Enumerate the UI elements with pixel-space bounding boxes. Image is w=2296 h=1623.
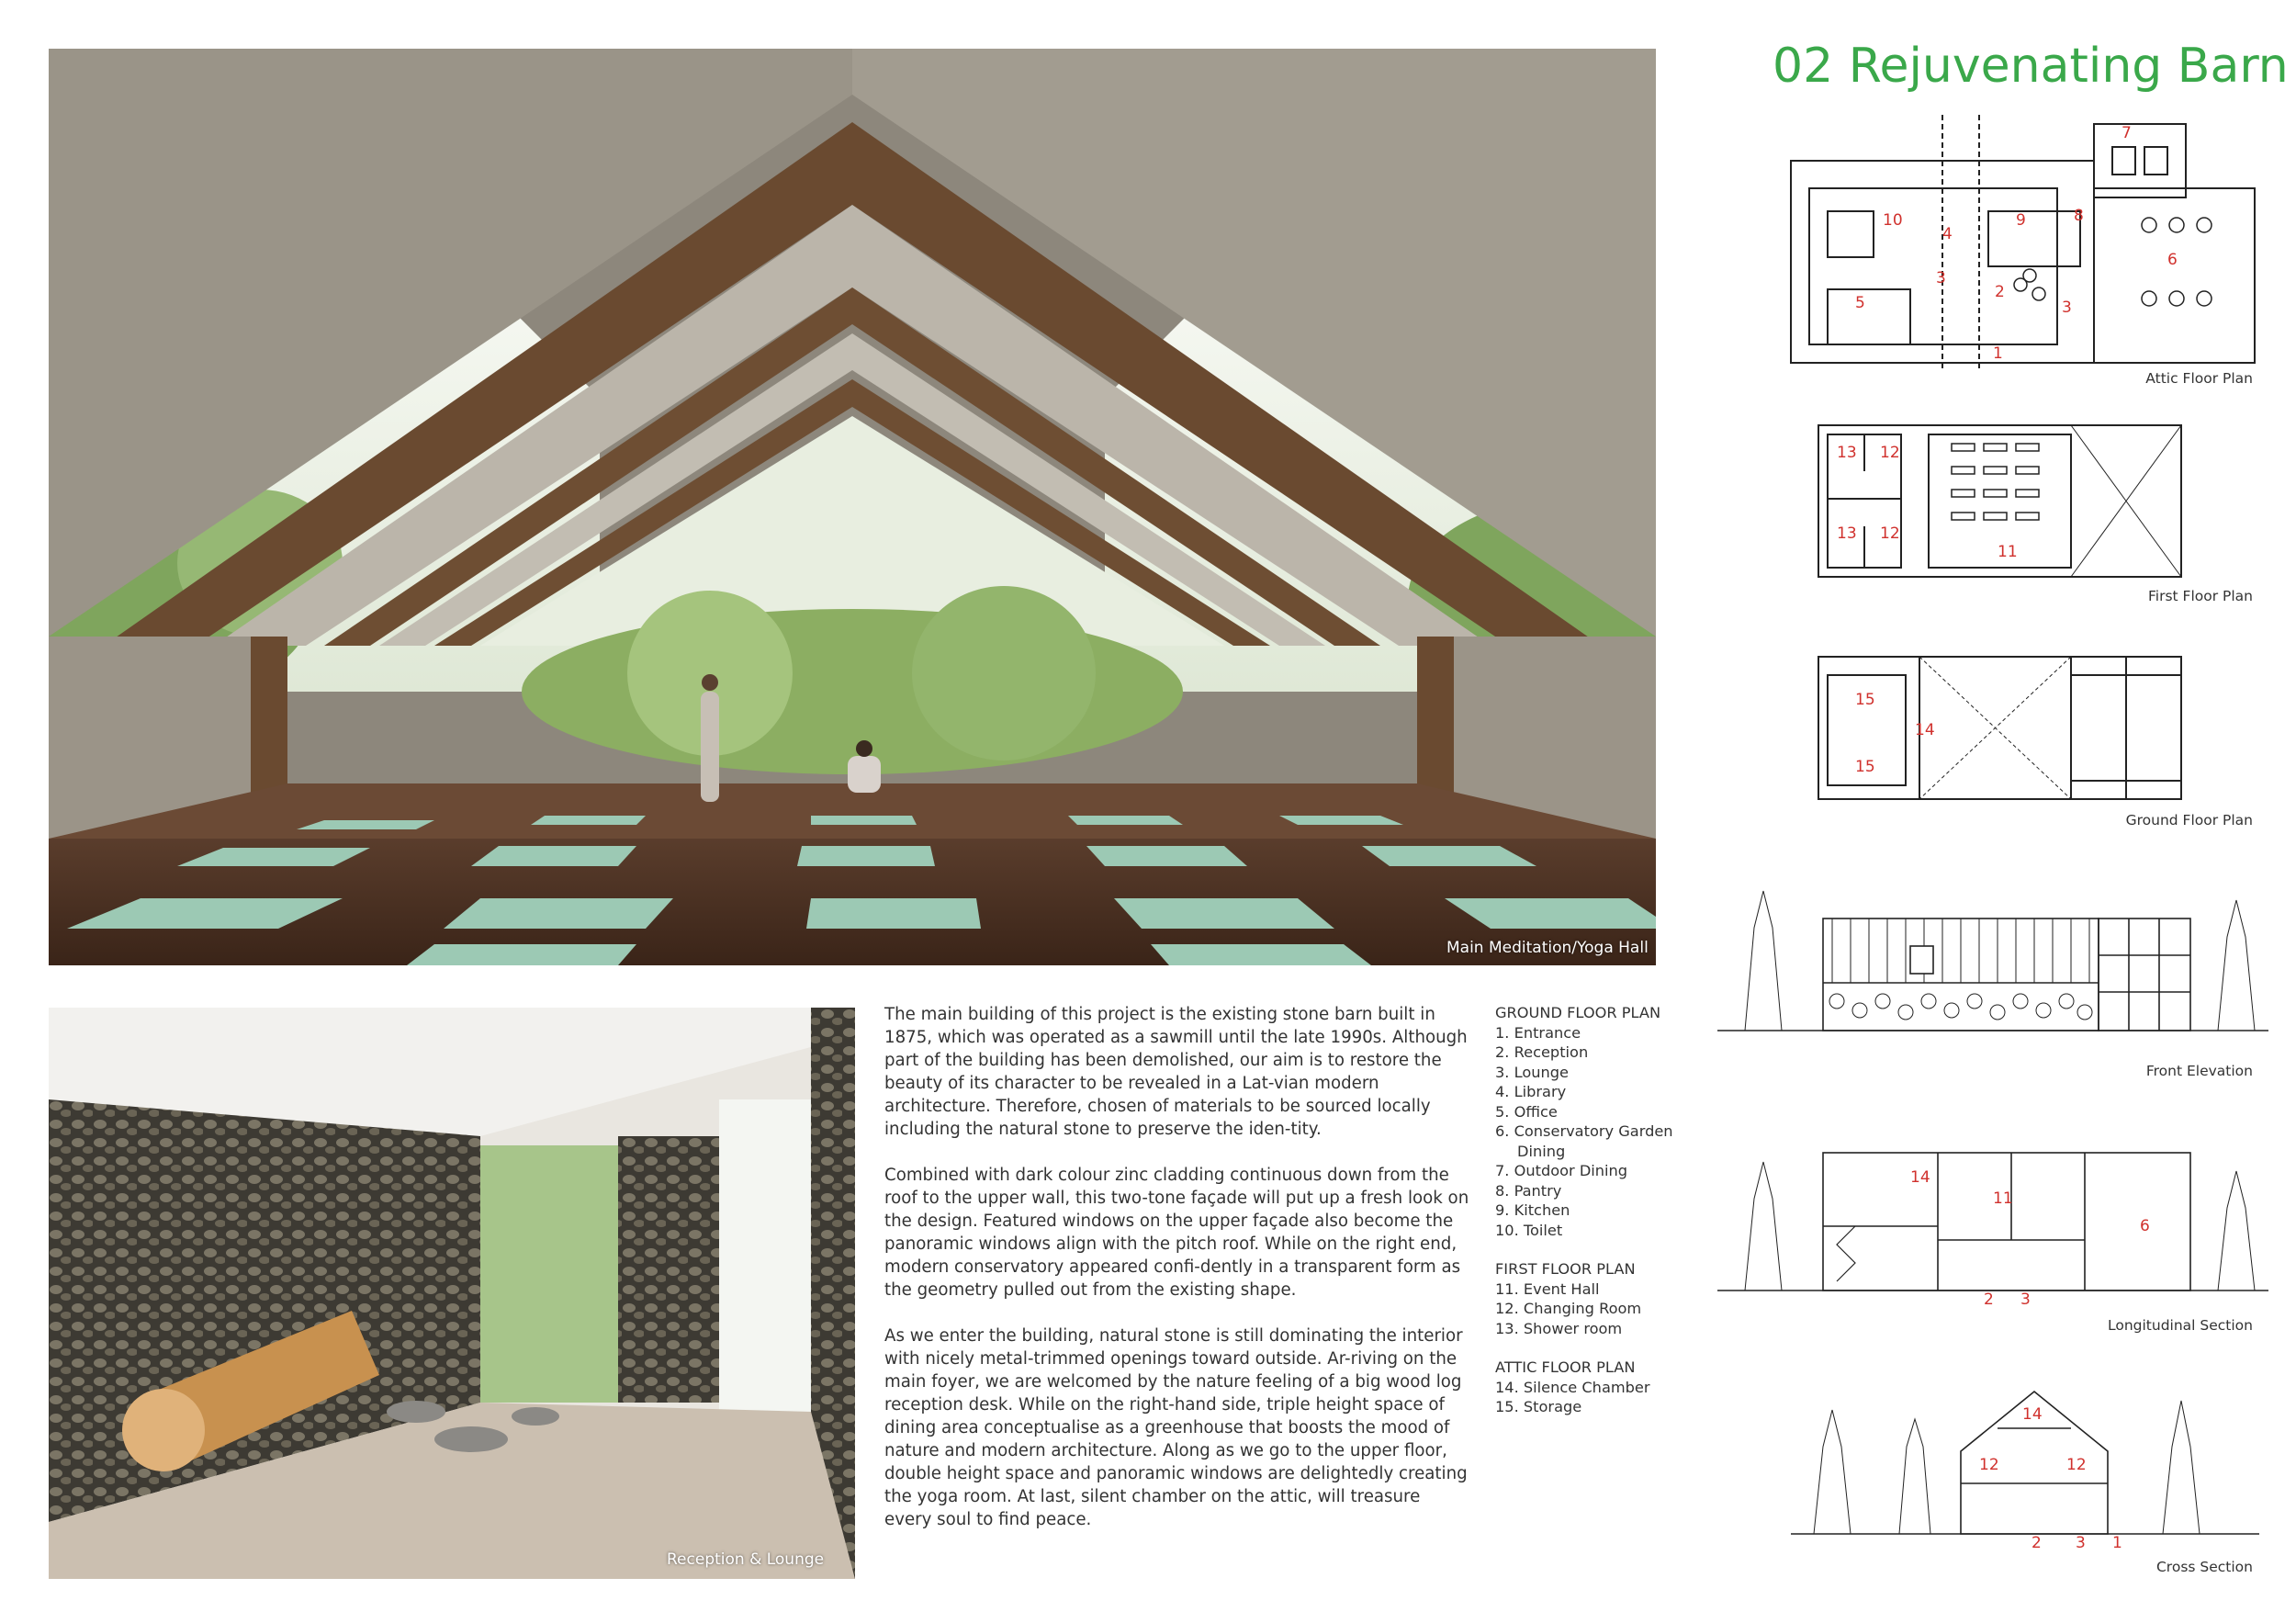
page-title: 02 Rejuvenating Barn bbox=[1773, 39, 2289, 94]
ground-floor-plan bbox=[1814, 648, 2186, 804]
longitudinal-section bbox=[1717, 1125, 2268, 1309]
room-number: 12 bbox=[1979, 1456, 1999, 1474]
room-number: 12 bbox=[2066, 1456, 2087, 1474]
legend-item: 10. Toilet bbox=[1495, 1221, 1563, 1239]
attic-plan-label: Attic Floor Plan bbox=[2145, 370, 2253, 387]
legend-item: 14. Silence Chamber bbox=[1495, 1378, 1650, 1396]
legend-item: 11. Event Hall bbox=[1495, 1279, 1600, 1298]
room-number: 1 bbox=[2112, 1534, 2122, 1548]
room-number: 14 bbox=[2022, 1405, 2043, 1424]
legend-first-list bbox=[1495, 1279, 1693, 1339]
legend-item: Dining bbox=[1517, 1142, 1566, 1160]
legend-item: 5. Office bbox=[1495, 1102, 1558, 1121]
room-number: 12 bbox=[1880, 524, 1900, 543]
room-number: 1 bbox=[1993, 344, 2003, 363]
room-number: 6 bbox=[2140, 1217, 2150, 1235]
room-number: 3 bbox=[2076, 1534, 2086, 1548]
legend-item: 15. Storage bbox=[1495, 1398, 1582, 1415]
reception-illustration bbox=[49, 1008, 855, 1579]
room-legend bbox=[1495, 1003, 1693, 1437]
room-number: 7 bbox=[2122, 124, 2132, 142]
first-plan-label: First Floor Plan bbox=[2147, 588, 2253, 604]
room-number: 15 bbox=[1855, 691, 1875, 709]
legend-item: 2. Reception bbox=[1495, 1043, 1589, 1061]
room-number: 10 bbox=[1883, 211, 1903, 230]
legend-ground-list bbox=[1495, 1023, 1693, 1241]
room-number: 14 bbox=[1915, 721, 1935, 739]
room-number: 2 bbox=[2032, 1534, 2042, 1548]
description-paragraph-2: Combined with dark colour zinc cladding continuous down from the roof to the upper wall, this two-tone façade will put up a fresh look on the design. Featured windows on the upper façade also become the panoramic windows align with the pitch roof. While on the right end, modern conservatory appeared confi-dently in a transparent form as the geometry pulled out from the existing shape. bbox=[884, 1166, 1469, 1300]
legend-attic-list bbox=[1495, 1378, 1693, 1417]
room-number: 3 bbox=[2020, 1291, 2031, 1309]
legend-attic-heading: ATTIC FLOOR PLAN bbox=[1495, 1358, 1636, 1376]
yoga-hall-rendering bbox=[49, 49, 1656, 965]
room-number: 14 bbox=[1910, 1168, 1930, 1187]
project-description bbox=[884, 1003, 1472, 1554]
reception-caption: Reception & Lounge bbox=[667, 1550, 825, 1569]
room-number: 12 bbox=[1880, 444, 1900, 462]
yoga-hall-caption: Main Meditation/Yoga Hall bbox=[1446, 939, 1649, 957]
first-floor-plan bbox=[1814, 421, 2186, 581]
legend-ground-heading: GROUND FLOOR PLAN bbox=[1495, 1004, 1661, 1021]
room-number: 3 bbox=[2062, 299, 2072, 317]
legend-item: 3. Lounge bbox=[1495, 1063, 1569, 1081]
room-number: 8 bbox=[2074, 207, 2084, 225]
ground-plan-label: Ground Floor Plan bbox=[2125, 812, 2253, 828]
legend-item: 8. Pantry bbox=[1495, 1181, 1562, 1200]
description-paragraph-3: As we enter the building, natural stone is still dominating the interior with nicely metal-trimmed openings toward outside. Ar-riving on the main foyer, we are welcomed by the nature feeling of a big wood log reception desk. While on the right-hand side, triple height space of dining area conceptualise as a greenhouse that boosts the mood of nature and modern architecture. Along as we go to the upper floor, double height space and panoramic windows are delightedly creating the yoga room. At last, silent chamber on the attic, will treasure every soul to find peace. bbox=[884, 1326, 1468, 1529]
cross-section bbox=[1791, 1373, 2259, 1548]
attic-floor-plan bbox=[1782, 115, 2268, 372]
room-number: 4 bbox=[1942, 225, 1953, 243]
legend-first-heading: FIRST FLOOR PLAN bbox=[1495, 1260, 1636, 1278]
room-number: 3 bbox=[1936, 269, 1946, 287]
legend-item: 7. Outdoor Dining bbox=[1495, 1162, 1628, 1179]
room-number: 2 bbox=[1984, 1291, 1994, 1309]
legend-item: 4. Library bbox=[1495, 1083, 1567, 1100]
legend-item: 13. Shower room bbox=[1495, 1319, 1623, 1337]
front-elevation-label: Front Elevation bbox=[2145, 1063, 2253, 1079]
yoga-hall-illustration bbox=[49, 49, 1656, 965]
room-number: 13 bbox=[1837, 524, 1857, 543]
front-elevation bbox=[1717, 873, 2268, 1038]
legend-item: 6. Conservatory Garden bbox=[1495, 1122, 1673, 1140]
description-paragraph-1: The main building of this project is the existing stone barn built in 1875, which was operated as a sawmill until the late 1990s. Although part of the building has been demolished, our aim is to restore the beauty of its character to be revealed in a Lat-vian modern architecture. Therefore, chosen of materials to be sourced locally including the natural stone to preserve the iden-tity. bbox=[884, 1005, 1468, 1139]
legend-item: 12. Changing Room bbox=[1495, 1300, 1642, 1317]
long-section-label: Longitudinal Section bbox=[2107, 1317, 2253, 1334]
room-number: 5 bbox=[1855, 294, 1865, 312]
room-number: 6 bbox=[2167, 251, 2178, 269]
cross-section-label: Cross Section bbox=[2155, 1559, 2253, 1575]
room-number: 15 bbox=[1855, 758, 1875, 776]
room-number: 11 bbox=[1993, 1189, 2013, 1208]
legend-item: 1. Entrance bbox=[1495, 1023, 1581, 1042]
room-number: 2 bbox=[1995, 283, 2005, 301]
reception-rendering bbox=[49, 1008, 855, 1579]
legend-item: 9. Kitchen bbox=[1495, 1201, 1570, 1219]
room-number: 9 bbox=[2016, 211, 2026, 230]
room-number: 13 bbox=[1837, 444, 1857, 462]
room-number: 11 bbox=[1998, 543, 2018, 561]
